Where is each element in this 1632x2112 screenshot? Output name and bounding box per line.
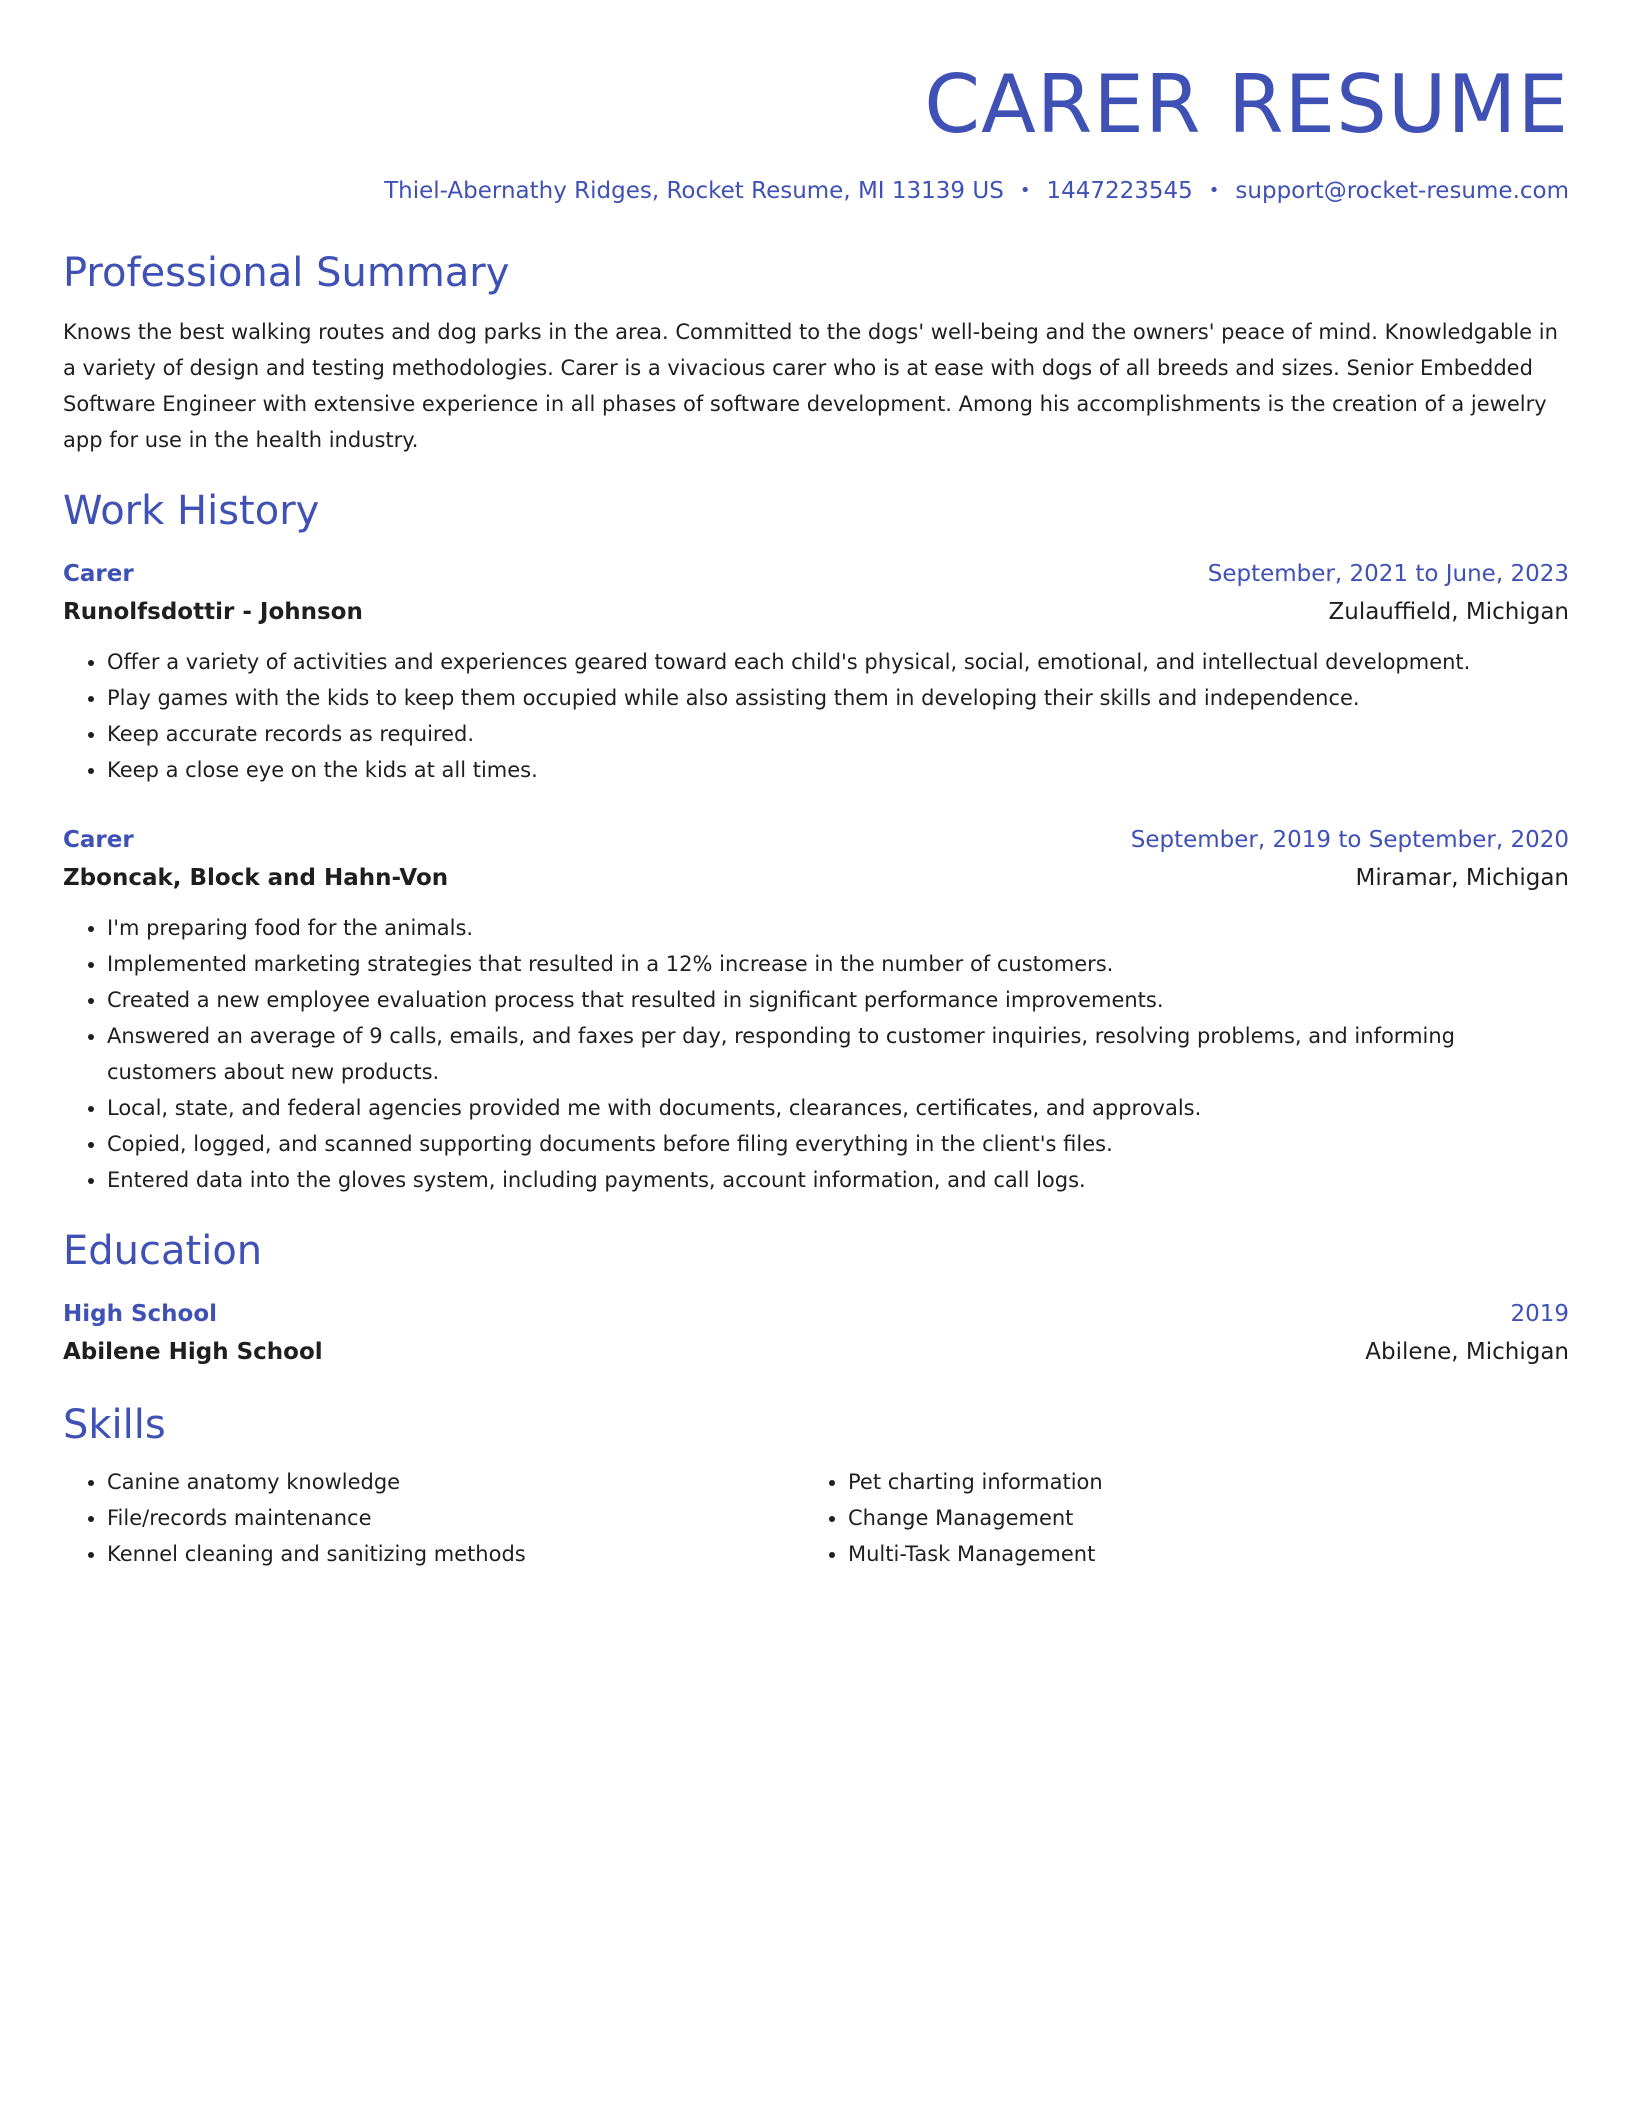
contact-separator: • bbox=[1019, 180, 1031, 201]
job-entry bbox=[63, 556, 1569, 788]
contact-line bbox=[63, 176, 1569, 208]
list-item: • File/records maintenance bbox=[107, 1500, 804, 1536]
contact-phone: 1447223545 bbox=[1046, 178, 1193, 204]
job-role: Carer bbox=[63, 827, 134, 853]
contact-address: Thiel-Abernathy Ridges, Rocket Resume, MI 13139 US bbox=[384, 178, 1004, 204]
education-year: 2019 bbox=[1510, 1301, 1569, 1327]
list-item: • Pet charting information bbox=[848, 1464, 1545, 1500]
skills-heading: Skills bbox=[63, 1402, 166, 1448]
job-duties bbox=[63, 644, 1569, 788]
job-dates: September, 2021 to June, 2023 bbox=[1207, 561, 1569, 587]
skills-list bbox=[804, 1464, 1545, 1572]
education-degree: High School bbox=[63, 1301, 218, 1327]
education-location: Abilene, Michigan bbox=[1365, 1339, 1569, 1365]
skills-grid bbox=[63, 1464, 1569, 1572]
summary-text: Knows the best walking routes and dog parks in the area. Committed to the dogs' well-being and the owners' peace of mind. Knowledgable in a variety of design and testing methodologies. Carer is a vivacious carer who is at ease with dogs of all breeds and sizes. Senior Embedded Software Engineer with extensive experience in all phases of software development. Among his accomplishments is the creation of a jewelry app for use in the health industry. bbox=[63, 320, 1558, 452]
job-role: Carer bbox=[63, 561, 134, 587]
job-entry bbox=[63, 822, 1569, 1198]
contact-email[interactable]: support@rocket-resume.com bbox=[1235, 178, 1569, 204]
list-item: • Canine anatomy knowledge bbox=[107, 1464, 804, 1500]
list-item: • Multi-Task Management bbox=[848, 1536, 1545, 1572]
contact-separator: • bbox=[1208, 180, 1220, 201]
job-location: Zulauffield, Michigan bbox=[1328, 599, 1569, 625]
list-item: • Keep accurate records as required. bbox=[107, 716, 1569, 752]
list-item: • Kennel cleaning and sanitizing methods bbox=[107, 1536, 804, 1572]
job-dates: September, 2019 to September, 2020 bbox=[1130, 827, 1569, 853]
education-heading: Education bbox=[63, 1228, 263, 1274]
list-item: • Answered an average of 9 calls, emails, and faxes per day, responding to customer inquiries, resolving problems, and informing customers about new products. bbox=[107, 1018, 1569, 1090]
job-duties bbox=[63, 910, 1569, 1198]
skills-list bbox=[63, 1464, 804, 1572]
summary-heading: Professional Summary bbox=[63, 250, 510, 296]
job-company: Zboncak, Block and Hahn-Von bbox=[63, 865, 449, 891]
list-item: • Implemented marketing strategies that resulted in a 12% increase in the number of customers. bbox=[107, 946, 1569, 982]
list-item: • Copied, logged, and scanned supporting documents before filing everything in the client's files. bbox=[107, 1126, 1569, 1162]
list-item: • Created a new employee evaluation process that resulted in significant performance improvements. bbox=[107, 982, 1569, 1018]
resume-header bbox=[63, 0, 1569, 208]
skills-column-right bbox=[804, 1464, 1545, 1572]
list-item: • Change Management bbox=[848, 1500, 1545, 1536]
list-item: • Offer a variety of activities and experiences geared toward each child's physical, social, emotional, and intellectual development. bbox=[107, 644, 1569, 680]
resume-title: CARER RESUME bbox=[924, 58, 1569, 151]
education-entry bbox=[63, 1296, 1569, 1372]
list-item: • Keep a close eye on the kids at all times. bbox=[107, 752, 1569, 788]
work-history-heading: Work History bbox=[63, 488, 320, 534]
job-company: Runolfsdottir - Johnson bbox=[63, 599, 363, 625]
education-school: Abilene High School bbox=[63, 1339, 323, 1365]
job-location: Miramar, Michigan bbox=[1355, 865, 1569, 891]
list-item: • Local, state, and federal agencies provided me with documents, clearances, certificates, and approvals. bbox=[107, 1090, 1569, 1126]
list-item: • I'm preparing food for the animals. bbox=[107, 910, 1569, 946]
list-item: • Entered data into the gloves system, including payments, account information, and call logs. bbox=[107, 1162, 1569, 1198]
list-item: • Play games with the kids to keep them occupied while also assisting them in developing their skills and independence. bbox=[107, 680, 1569, 716]
skills-column-left bbox=[63, 1464, 804, 1572]
